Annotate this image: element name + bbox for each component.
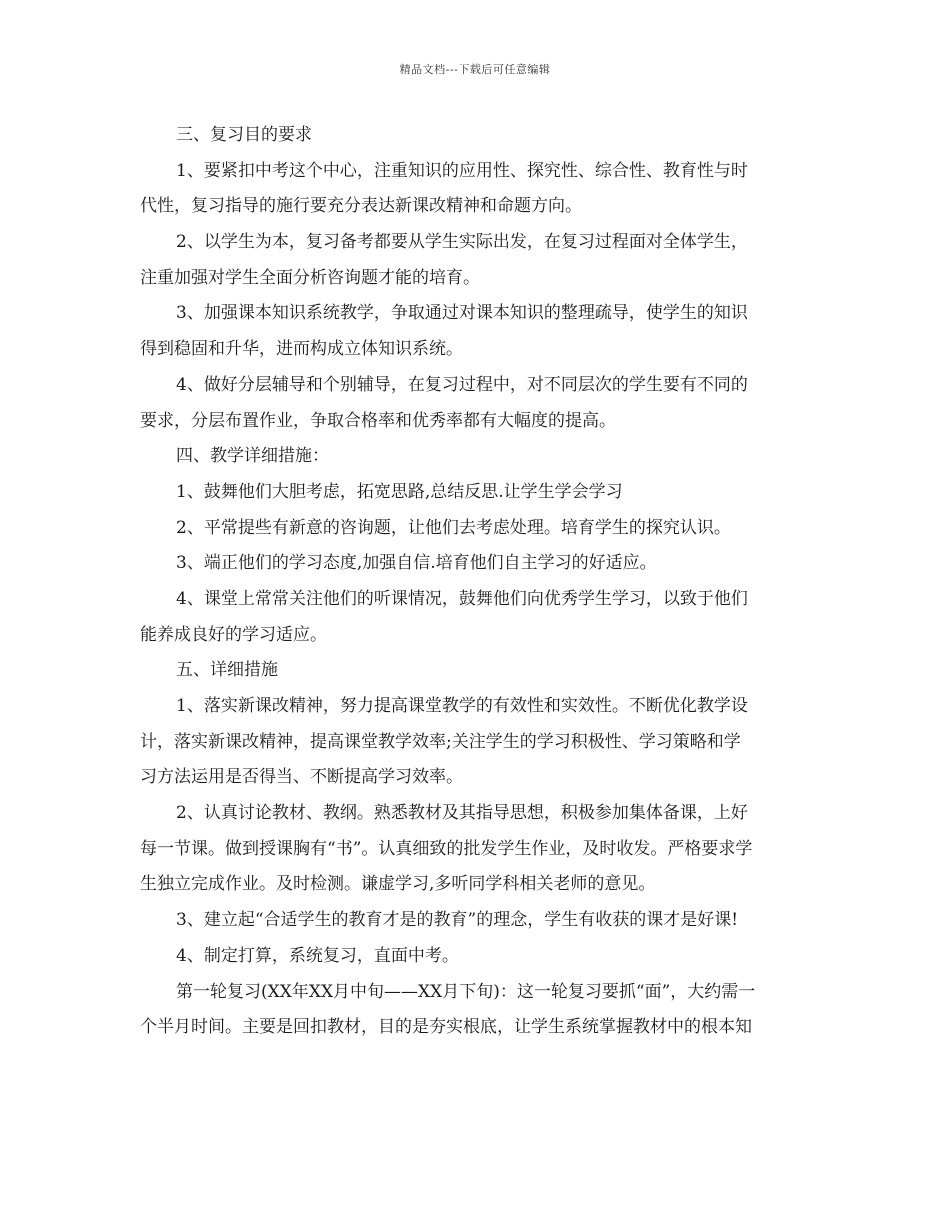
document-body: [140, 118, 810, 1046]
text-line: 三、复习目的要求: [176, 125, 312, 145]
text-line: 3、加强课本知识系统教学，争取通过对课本知识的整理疏导，使学生的知识: [176, 303, 748, 324]
text-line: 第一轮复习(XX年XX月中旬——XX月下旬)：这一轮复习要抓“面”，大约需一: [176, 981, 756, 1002]
text-line: 2、以学生为本，复习备考都要从学生实际出发，在复习过程面对全体学生，: [176, 232, 748, 253]
text-line: 要求，分层布置作业，争取合格率和优秀率都有大幅度的提高。: [140, 410, 616, 431]
text-line: 4、做好分层辅导和个别辅导，在复习过程中，对不同层次的学生要有不同的: [176, 374, 748, 395]
text-line: 四、教学详细措施：: [176, 446, 329, 467]
text-line: 4、课堂上常常关注他们的听课情况，鼓舞他们向优秀学生学习，以致于他们: [176, 588, 748, 609]
text-line: 计，落实新课改精神，提高课堂教学效率;关注学生的学习积极性、学习策略和学: [140, 731, 741, 752]
text-line: 能养成良好的学习适应。: [140, 624, 327, 645]
text-line: 五、详细措施: [176, 660, 278, 681]
text-line: 2、平常提些有新意的咨询题，让他们去考虑处理。培育学生的探究认识。: [176, 517, 731, 538]
text-line: 生独立完成作业。及时检测。谦虚学习,多听同学科相关老师的意见。: [140, 874, 656, 895]
text-line: 代性，复习指导的施行要充分表达新课改精神和命题方向。: [140, 196, 582, 217]
text-line: 习方法运用是否得当、不断提高学习效率。: [140, 767, 463, 788]
text-line: 个半月时间。主要是回扣教材，目的是夯实根底，让学生系统掌握教材中的根本知: [140, 1017, 752, 1038]
text-line: 得到稳固和升华，进而构成立体知识系统。: [140, 339, 463, 360]
text-line: 每一节课。做到授课胸有“书”。认真细致的批发学生作业，及时收发。严格要求学: [140, 838, 753, 859]
text-line: 1、要紧扣中考这个中心，注重知识的应用性、探究性、综合性、教育性与时: [176, 160, 748, 181]
text-line: 注重加强对学生全面分析咨询题才能的培育。: [140, 267, 480, 288]
text-line: 3、端正他们的学习态度,加强自信.培育他们自主学习的好适应。: [176, 553, 657, 574]
page-header: 精品文档---下载后可任意编辑: [399, 63, 551, 76]
text-line: 3、建立起“合适学生的教育才是的教育”的理念，学生有收获的课才是好课!: [176, 910, 739, 931]
text-line: 1、鼓舞他们大胆考虑，拓宽思路,总结反思.让学生学会学习: [176, 481, 623, 502]
text-line: 2、认真讨论教材、教纲。熟悉教材及其指导思想，积极参加集体备课，上好: [176, 803, 748, 824]
text-line: 1、落实新课改精神，努力提高课堂教学的有效性和实效性。不断优化教学设: [176, 696, 748, 716]
text-line: 4、制定打算，系统复习，直面中考。: [176, 945, 459, 966]
